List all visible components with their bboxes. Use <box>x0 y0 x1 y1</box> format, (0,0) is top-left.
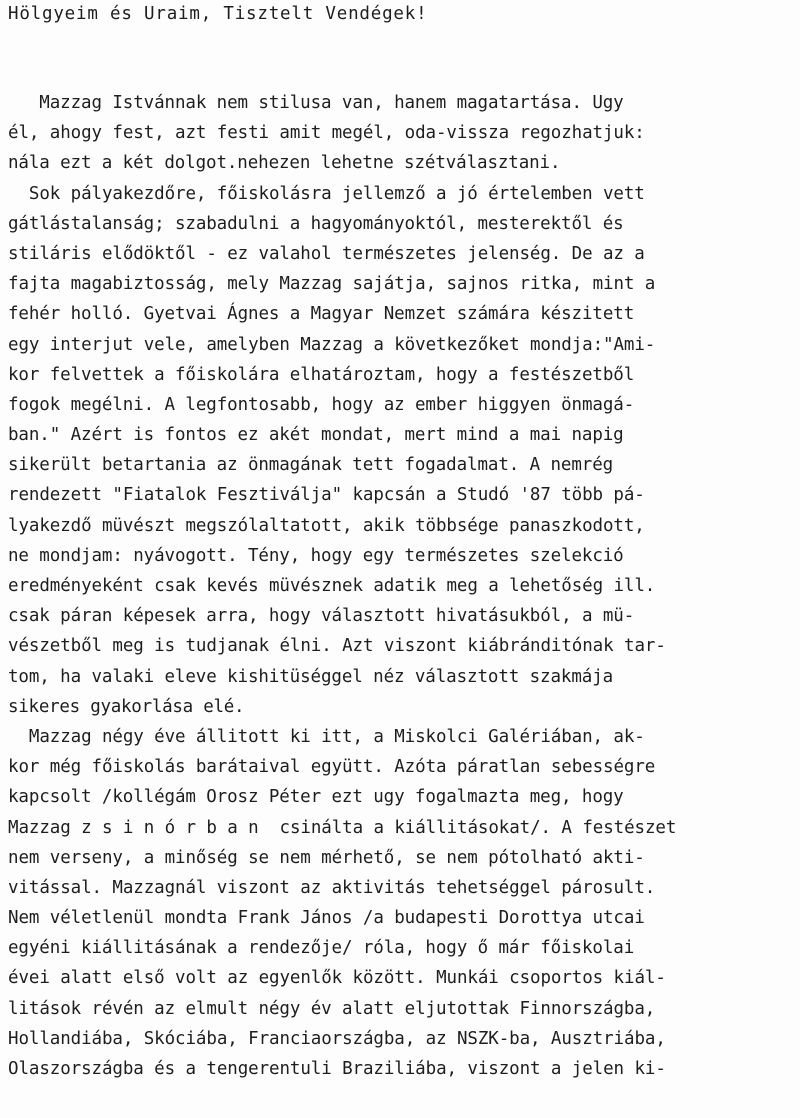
text-line: él, ahogy fest, azt festi amit megél, oda-vissza regozhatjuk: <box>8 123 645 144</box>
text-line: Nem véletlenül mondta Frank János /a budapesti Dorottya utcai <box>8 908 645 929</box>
text-line: Hollandiába, Skóciába, Franciaországba, az NSZK-ba, Ausztriába, <box>8 1028 666 1049</box>
text-line: kor felvettek a főiskolára elhatároztam, hogy a festészetből <box>8 364 635 385</box>
body-text <box>8 88 800 1084</box>
text-line: eredményeként csak kevés müvésznek adatik meg a lehetőség ill. <box>8 576 656 596</box>
text-line: gátlástalanság; szabadulni a hagyományoktól, mesterektől és <box>8 213 624 234</box>
text-line: vészetből meg is tudjanak élni. Azt viszont kiábránditónak tar- <box>8 636 666 657</box>
text-line: Mazzag négy éve állitott ki itt, a Miskolci Galériában, ak- <box>8 726 645 747</box>
text-line: sikeres gyakorlása elé. <box>8 696 245 717</box>
text-line: Olaszországba és a tengerentuli Braziliába, viszont a jelen ki- <box>8 1059 666 1079</box>
text-line: ne mondjam: nyávogott. Tény, hogy egy természetes szelekció <box>8 545 624 566</box>
text-line: évei alatt első volt az egyenlők között. Munkái csoportos kiál- <box>8 968 666 989</box>
text-line: kapcsolt /kollégám Orosz Péter ezt ugy fogalmazta meg, hogy <box>8 787 624 808</box>
text-line: fehér holló. Gyetvai Ágnes a Magyar Nemzet számára készitett <box>8 304 635 325</box>
text-line: sikerült betartania az önmagának tett fogadalmat. A nemrég <box>8 455 614 476</box>
text-line: nem verseny, a minőség se nem mérhető, se nem pótolható akti- <box>8 847 645 868</box>
text-line: lyakezdő müvészt megszólaltatott, akik többsége panaszkodott, <box>8 515 645 536</box>
text-line: Sok pályakezdőre, főiskolásra jellemző a jó értelemben vett <box>8 183 645 204</box>
salutation-heading: Hölgyeim és Uraim, Tisztelt Vendégek! <box>8 4 428 24</box>
text-line: Mazzag z s i n ó r b a n csinálta a kiállitásokat/. A festészet <box>8 817 677 838</box>
text-line: tom, ha valaki eleve kishitüséggel néz választott szakmája <box>8 666 614 687</box>
text-line: vitással. Mazzagnál viszont az aktivitás tehetséggel párosult. <box>8 877 656 898</box>
text-line: fogok megélni. A legfontosabb, hogy az ember higgyen önmagá- <box>8 394 635 415</box>
text-line: nála ezt a két dolgot.nehezen lehetne szétválasztani. <box>8 153 561 174</box>
text-line: csak páran képesek arra, hogy választott hivatásukból, a mü- <box>8 606 635 627</box>
text-line: stiláris elődöktől - ez valahol természetes jelenség. De az a <box>8 243 645 264</box>
text-line: rendezett "Fiatalok Fesztiválja" kapcsán a Studó '87 több pá- <box>8 485 645 506</box>
text-line: kor még főiskolás barátaival együtt. Azóta páratlan sebességre <box>8 757 656 778</box>
text-line: egyéni kiállitásának a rendezője/ róla, hogy ő már főiskolai <box>8 938 635 959</box>
text-line: fajta magabiztosság, mely Mazzag sajátja, sajnos ritka, mint a <box>8 274 656 295</box>
text-line: litások révén az elmult négy év alatt eljutottak Finnországba, <box>8 998 656 1019</box>
text-line: egy interjut vele, amelyben Mazzag a következőket mondja:"Ami- <box>8 334 656 355</box>
text-line: ban." Azért is fontos ez akét mondat, mert mind a mai napig <box>8 425 624 446</box>
text-line: Mazzag Istvánnak nem stilusa van, hanem magatartása. Ugy <box>8 93 624 113</box>
